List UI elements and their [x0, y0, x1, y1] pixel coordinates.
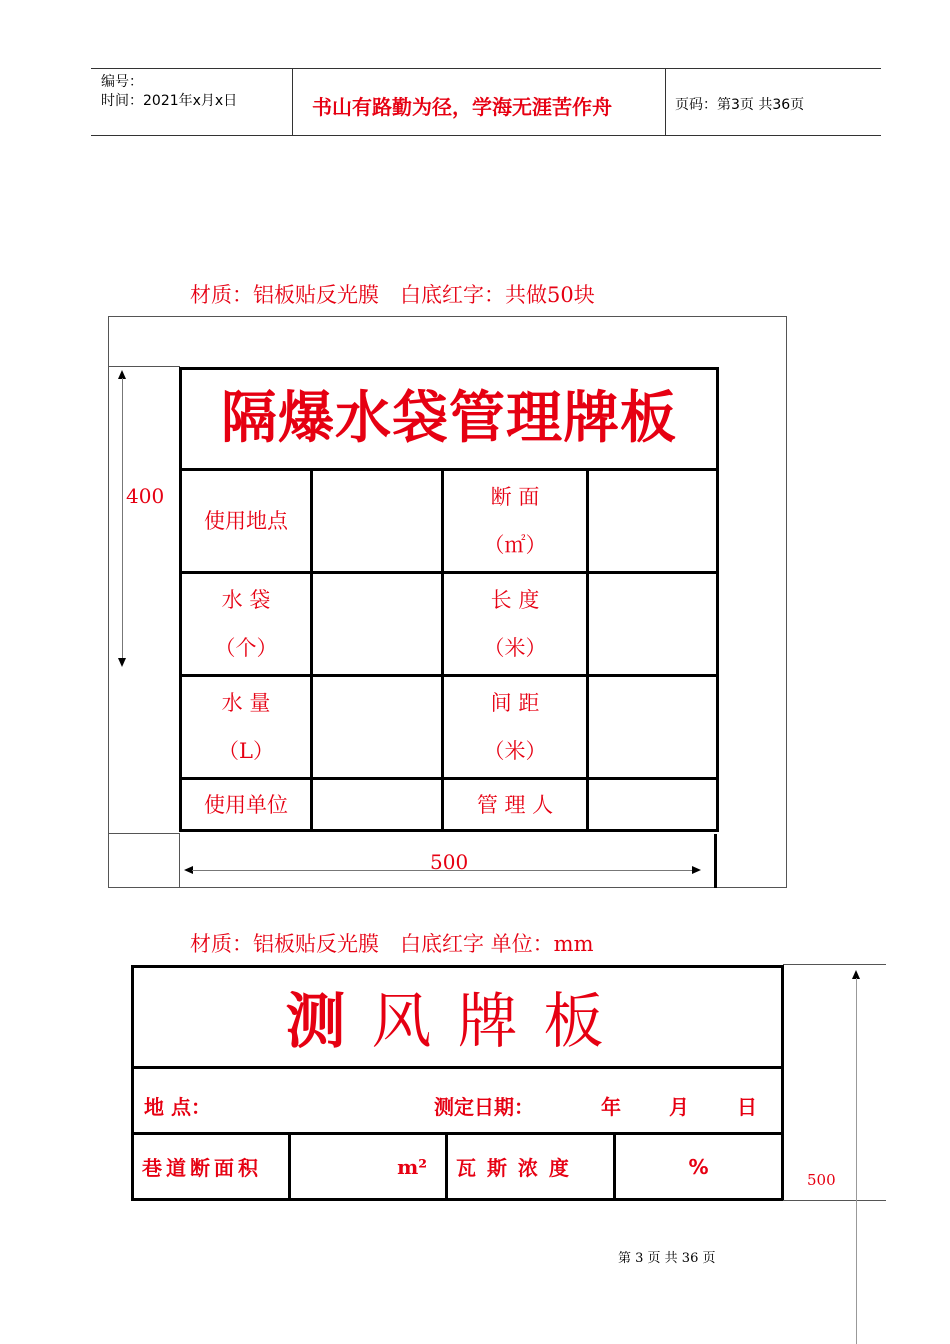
label-volume: 水 量 （L） [181, 676, 312, 779]
sign1-guide-left [179, 834, 180, 888]
value-section [588, 470, 718, 573]
sign1-title: 隔爆水袋管理牌板 [181, 369, 718, 470]
value-length [588, 573, 718, 676]
sign2-dim-line [856, 978, 857, 1344]
label-year: 年 [601, 1095, 621, 1119]
footer-page-number: 第 3 页 共 36 页 [618, 1251, 716, 1266]
value-manager [588, 779, 718, 831]
label-manager: 管 理 人 [443, 779, 588, 831]
header-divider-right [665, 69, 666, 136]
table-row [181, 470, 718, 573]
header-divider-left [292, 69, 293, 136]
label-month: 月 [669, 1095, 689, 1119]
value-bags [312, 573, 443, 676]
sign2-height-dim: 500 [807, 1171, 836, 1189]
table-row [133, 1134, 783, 1200]
table-row [181, 573, 718, 676]
sign2-guide-bottom [783, 1200, 886, 1201]
table-row [181, 676, 718, 779]
ventilation-sign-table [131, 965, 784, 1201]
label-spacing: 间 距 （米） [443, 676, 588, 779]
value-area: m² [290, 1134, 447, 1200]
label-bags: 水 袋 （个） [181, 573, 312, 676]
sign2-caption: 材质：铝板贴反光膜 白底红字 单位：mm [190, 932, 594, 956]
label-unit: 使用单位 [181, 779, 312, 831]
value-gas: % [615, 1134, 783, 1200]
header-bottom-rule [91, 135, 881, 136]
label-location: 使用地点 [181, 470, 312, 573]
dim-arrow-down [118, 658, 126, 667]
dim-arrow-right [692, 866, 701, 874]
table-row [181, 779, 718, 831]
sign2-title: 测风牌板 [133, 967, 783, 1068]
value-location [312, 470, 443, 573]
water-bag-sign-table [179, 367, 719, 832]
table-row [133, 1068, 783, 1134]
header-number: 编号： [101, 74, 143, 90]
value-volume [312, 676, 443, 779]
sign1-height-dim: 400 [126, 484, 165, 508]
header-top-rule [91, 68, 881, 69]
header-motto: 书山有路勤为径，学海无涯苦作舟 [312, 95, 612, 119]
label-gas: 瓦 斯 浓 度 [447, 1134, 615, 1200]
sign1-width-dim: 500 [430, 850, 469, 874]
sign1-guide-top [108, 366, 180, 367]
dim-vertical-line [122, 378, 123, 660]
value-spacing [588, 676, 718, 779]
sign1-guide-right [714, 834, 717, 888]
label-length: 长 度 （米） [443, 573, 588, 676]
sign1-guide-bottom [108, 833, 180, 834]
sign2-guide-top [783, 964, 886, 965]
label-location: 地 点： [144, 1095, 211, 1119]
sign1-caption: 材质：铝板贴反光膜 白底红字：共做50块 [190, 283, 595, 307]
label-section: 断 面 （㎡） [443, 470, 588, 573]
label-date: 测定日期： [434, 1095, 534, 1119]
sign2-location-date-row [133, 1068, 783, 1134]
label-area: 巷道断面积 [133, 1134, 290, 1200]
header-page: 页码：第3页 共36页 [675, 97, 805, 113]
header-time: 时间：2021年x月x日 [101, 93, 238, 109]
value-unit [312, 779, 443, 831]
label-day: 日 [737, 1095, 757, 1119]
